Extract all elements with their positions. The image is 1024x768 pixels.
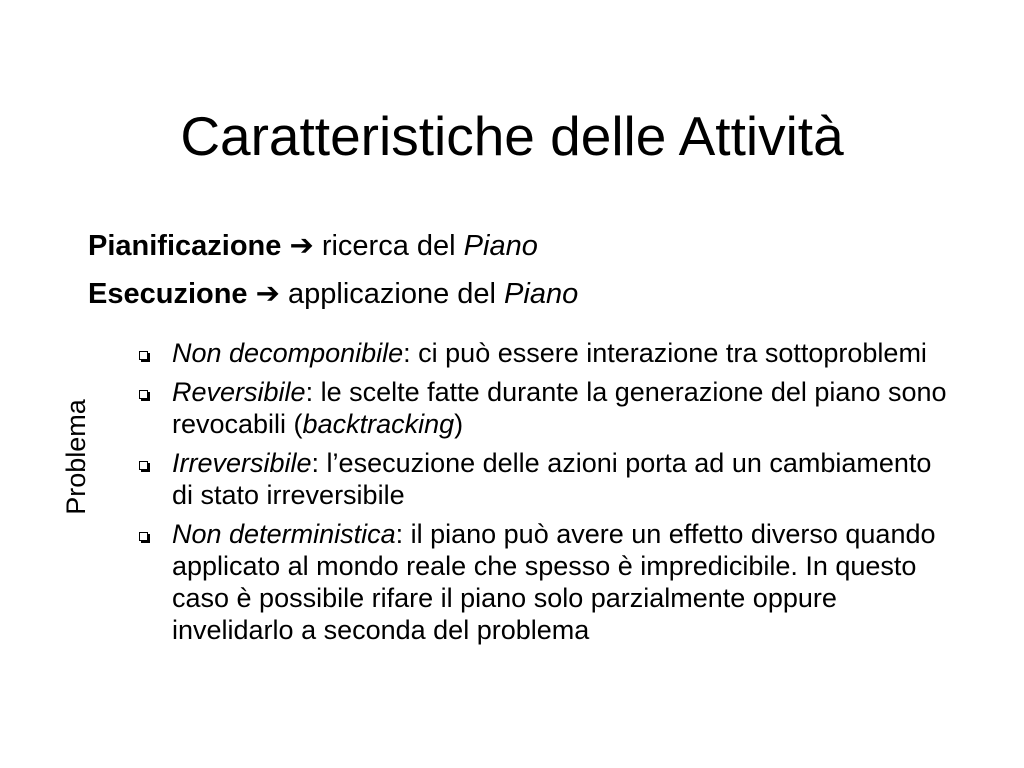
definition-text: ricerca del xyxy=(313,230,464,262)
list-item xyxy=(172,376,952,440)
slide-title: Caratteristiche delle Attività xyxy=(180,105,844,167)
arrow-right-icon: ➔ xyxy=(289,230,314,262)
definition-esecuzione xyxy=(88,270,578,318)
definition-emphasis: Piano xyxy=(463,230,538,262)
side-label-problema: Problema xyxy=(61,399,91,515)
definition-term: Esecuzione xyxy=(88,278,248,310)
bullet-text: : le scelte fatte durante la generazione del piano sono revocabili ( xyxy=(172,377,947,439)
bullet-extra: backtracking xyxy=(302,409,455,439)
bullet-tail: ) xyxy=(454,409,464,439)
definitions xyxy=(88,222,578,318)
bullet-text: : il piano può avere un effetto diverso quando applicato al mondo reale che spesso è impredicibile. In questo caso è possibile rifare il piano solo parzialmente oppure invelidarlo a seconda del problema xyxy=(172,519,936,645)
definition-pianificazione xyxy=(88,222,578,270)
list-item xyxy=(172,447,952,511)
bullet-list xyxy=(172,337,952,653)
definition-emphasis: Piano xyxy=(504,278,579,310)
hollow-square-icon xyxy=(139,461,148,470)
bullet-text: : l’esecuzione delle azioni porta ad un cambiamento di stato irreversibile xyxy=(172,448,932,510)
arrow-right-icon: ➔ xyxy=(255,278,280,310)
list-item xyxy=(172,337,952,369)
definition-term: Pianificazione xyxy=(88,230,282,262)
definition-text: applicazione del xyxy=(279,278,505,310)
bullet-term: Irreversibile xyxy=(172,448,312,478)
hollow-square-icon xyxy=(139,351,148,360)
bullet-term: Reversibile xyxy=(172,377,306,407)
hollow-square-icon xyxy=(139,390,148,399)
hollow-square-icon xyxy=(139,532,148,541)
bullet-text: : ci può essere interazione tra sottoproblemi xyxy=(403,338,927,368)
bullet-term: Non deterministica xyxy=(172,519,396,549)
bullet-term: Non decomponibile xyxy=(172,338,404,368)
list-item xyxy=(172,518,952,646)
